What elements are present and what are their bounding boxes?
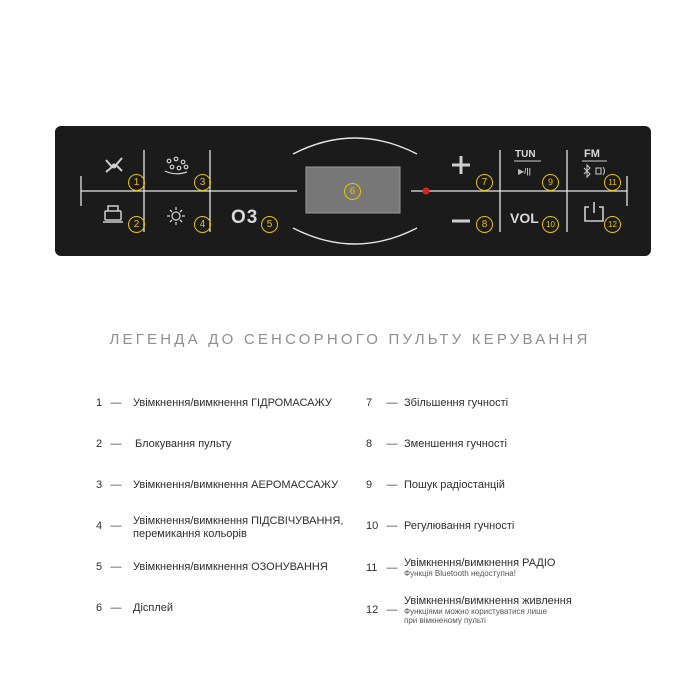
legend-dash: — [386, 438, 398, 450]
hydromassage-fan-icon[interactable] [106, 158, 122, 172]
legend-dash: — [110, 397, 122, 409]
legend-subtext: Функціями можно користуватися лише [404, 607, 548, 616]
legend-subtext: Функція Bluetooth недоступна! [404, 569, 516, 578]
legend-number: 11 [366, 562, 378, 574]
marker-4: 4 [194, 216, 211, 233]
legend-text: Регулювання гучності [404, 520, 515, 532]
power-icon[interactable] [585, 202, 603, 221]
marker-3: 3 [194, 174, 211, 191]
legend-dash: — [110, 520, 122, 532]
marker-2: 2 [128, 216, 145, 233]
tun-label[interactable]: TUN [515, 149, 536, 160]
legend-number: 5 [96, 561, 103, 573]
legend-text: Блокування пульту [135, 438, 232, 450]
legend-dash: — [386, 479, 398, 491]
legend-dash: — [110, 602, 122, 614]
legend-text: Пошук радіостанцій [404, 479, 505, 491]
legend-number: 2 [96, 438, 103, 450]
legend-number: 8 [366, 438, 373, 450]
legend-dash: — [386, 562, 398, 574]
legend-dash: — [386, 604, 398, 616]
legend-dash: — [110, 561, 122, 573]
marker-11: 11 [604, 174, 621, 191]
legend-text: Увімкнення/вимкнення ГІДРОМАСАЖУ [133, 397, 332, 409]
legend-text-line1: Увімкнення/вимкнення живлення [404, 595, 572, 607]
legend-number: 9 [366, 479, 373, 491]
play-pause-label[interactable]: ▶/|| [518, 167, 531, 176]
legend-dash: — [110, 479, 122, 491]
legend-text-line2: перемикання кольорів [133, 528, 247, 540]
legend-number: 7 [366, 397, 373, 409]
aeromassage-bubbles-icon[interactable] [165, 157, 188, 174]
backlight-sun-icon[interactable] [167, 207, 185, 225]
legend-text: Зменшення гучності [404, 438, 507, 450]
legend-text [133, 515, 343, 541]
legend-number: 6 [96, 602, 103, 614]
legend-number: 3 [96, 479, 103, 491]
legend-number: 10 [366, 520, 379, 532]
legend-text: Увімкнення/вимкнення ОЗОНУВАННЯ [133, 561, 328, 573]
indicator-led [423, 188, 430, 195]
touch-control-panel [55, 126, 651, 256]
marker-12: 12 [604, 216, 621, 233]
legend-text: Дісплей [133, 602, 174, 614]
legend-dash: — [386, 397, 398, 409]
legend-text-line1: Увімкнення/вимкнення РАДІО [404, 557, 556, 569]
bluetooth-icon [584, 165, 590, 177]
marker-1: 1 [128, 174, 145, 191]
legend-title: ЛЕГЕНДА ДО СЕНСОРНОГО ПУЛЬТУ КЕРУВАННЯ [109, 331, 591, 348]
marker-8: 8 [476, 216, 493, 233]
legend-number: 1 [96, 397, 103, 409]
legend-text [404, 595, 572, 625]
legend-dash: — [386, 520, 398, 532]
marker-6: 6 [344, 183, 361, 200]
marker-7: 7 [476, 174, 493, 191]
lock-panel-icon[interactable] [103, 206, 123, 222]
marker-5: 5 [261, 216, 278, 233]
legend-number: 4 [96, 520, 103, 532]
legend-subtext-line2: при вімкненому пульті [404, 616, 486, 625]
vol-label[interactable]: VOL [510, 210, 539, 226]
legend-text [404, 557, 555, 578]
volume-up-plus-icon[interactable] [452, 156, 470, 174]
ozone-label[interactable]: O3 [231, 207, 259, 228]
fm-label[interactable]: FM [584, 148, 600, 160]
marker-10: 10 [542, 216, 559, 233]
legend-text: Збільшення гучності [404, 397, 509, 409]
legend-text: Увімкнення/вимкнення АЕРОМАССАЖУ [133, 479, 339, 491]
legend-text-line1: Увімкнення/вимкнення ПІДСВІЧУВАННЯ, [133, 515, 344, 527]
legend-dash: — [110, 438, 122, 450]
radio-wave-icon [596, 167, 605, 175]
marker-9: 9 [542, 174, 559, 191]
legend-number: 12 [366, 604, 379, 616]
